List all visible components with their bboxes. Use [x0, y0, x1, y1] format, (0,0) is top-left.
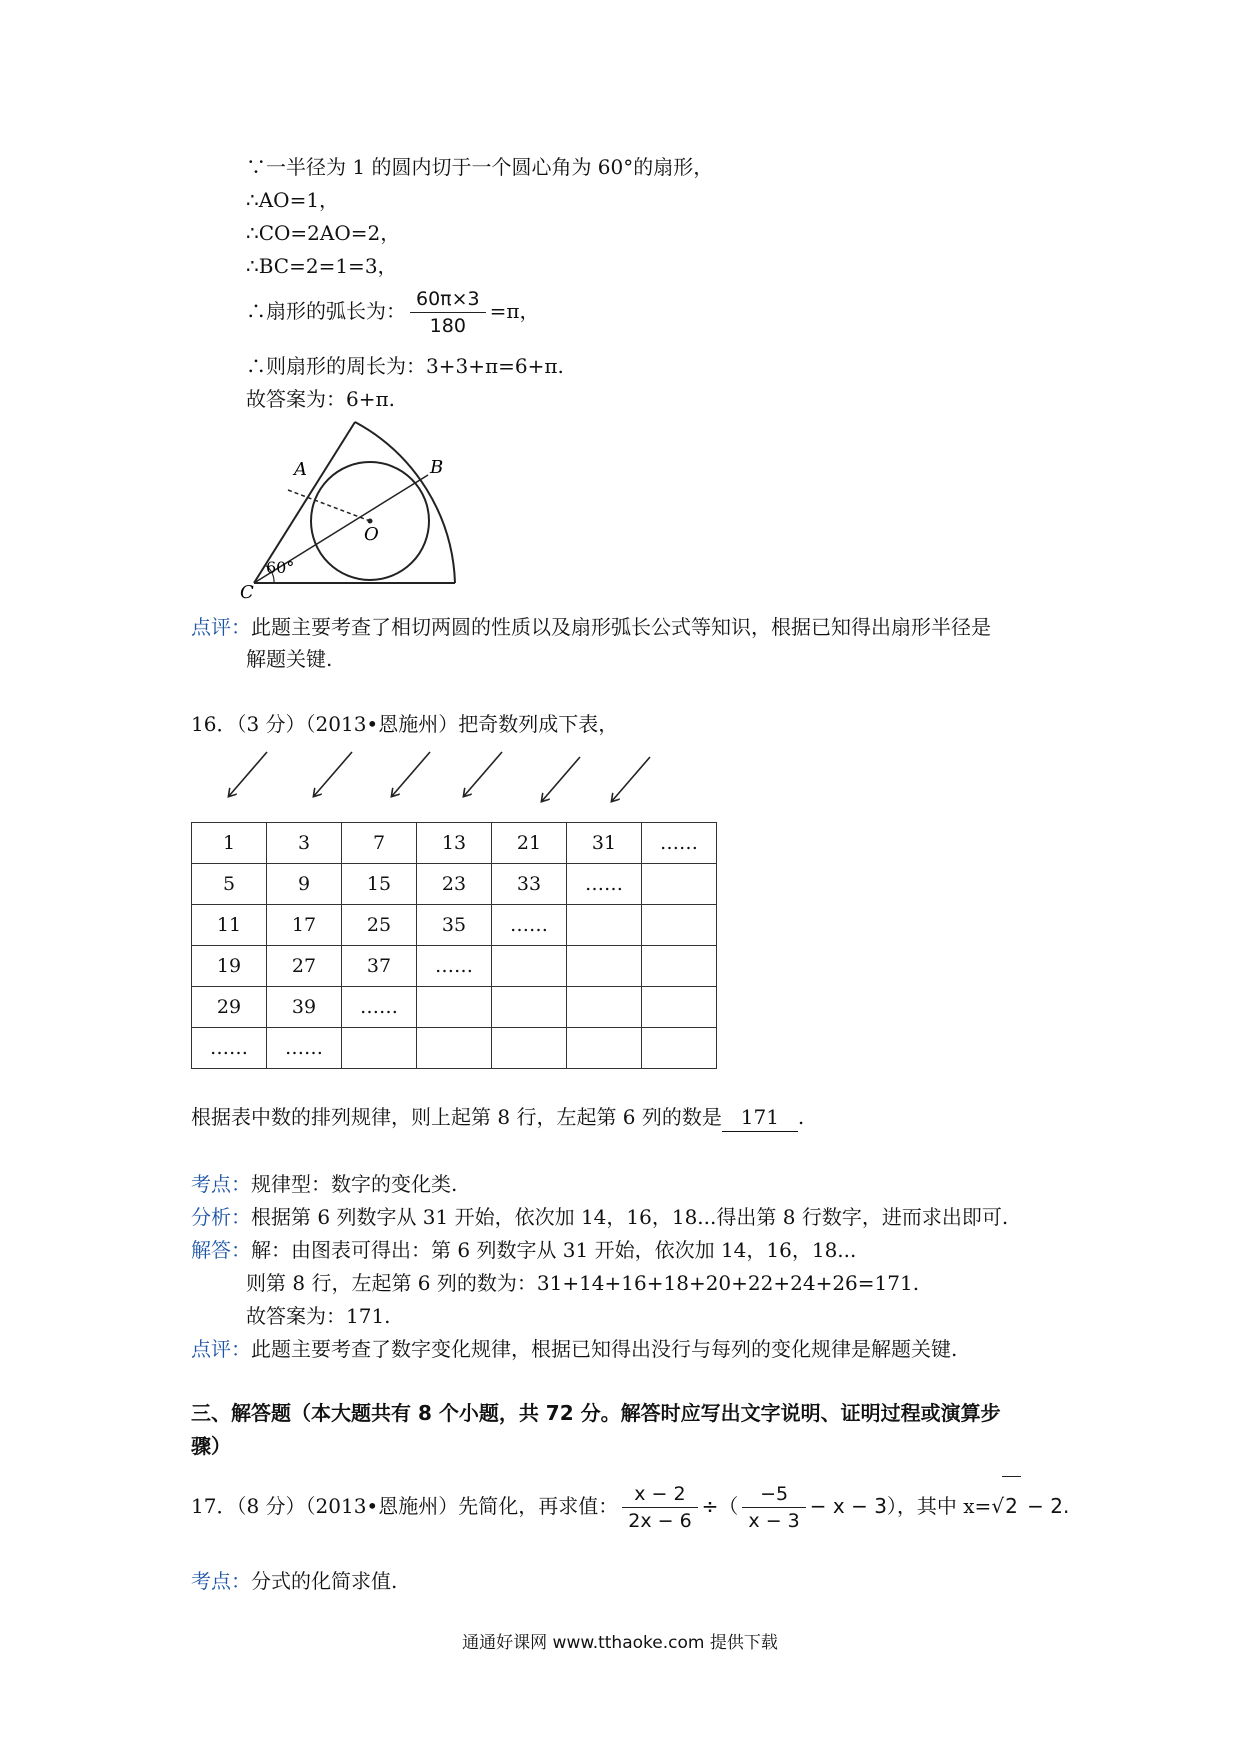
fraction-numerator: x − 2	[622, 1481, 697, 1508]
table-cell: 17	[267, 905, 342, 946]
fenxi-tag: 分析：	[191, 1205, 251, 1229]
table-cell: 1	[192, 823, 267, 864]
label-c: C	[240, 582, 254, 600]
table-cell: 37	[342, 946, 417, 987]
q17-minus-2: − 2.	[1020, 1494, 1070, 1518]
table-cell: ……	[192, 1028, 267, 1069]
solution-line-4: ∴BC=2=1=3，	[246, 254, 398, 278]
arrow-3	[392, 752, 430, 796]
table-cell: 13	[417, 823, 492, 864]
odd-number-table	[191, 822, 717, 1069]
dianping-tag: 点评：	[191, 1337, 251, 1361]
left-paren: （	[718, 1494, 739, 1518]
table-cell	[567, 987, 642, 1028]
kaodian-tag: 考点：	[191, 1569, 251, 1593]
solution-line-7: 故答案为：6+π.	[246, 387, 395, 411]
jieda-line-2: 则第 8 行，左起第 6 列的数为：31+14+16+18+20+22+24+26=171.	[246, 1271, 920, 1295]
q17-line	[191, 1476, 1069, 1535]
table-row	[192, 905, 717, 946]
arc-length-prefix: ∴扇形的弧长为：	[246, 299, 406, 323]
table-cell: 33	[492, 864, 567, 905]
q17-tail: − x − 3）	[809, 1494, 897, 1518]
table-row	[192, 823, 717, 864]
table-cell: 25	[342, 905, 417, 946]
jieda-line-3: 故答案为：171.	[246, 1304, 391, 1328]
section-title-line-1: 三、解答题（本大题共有 8 个小题，共 72 分。解答时应写出文字说明、证明过程或演算步	[191, 1401, 1001, 1425]
center-point	[368, 519, 373, 524]
arrow-1	[229, 752, 267, 796]
table-cell: 35	[417, 905, 492, 946]
kaodian-text: 规律型：数字的变化类.	[251, 1172, 458, 1196]
table-cell: ……	[492, 905, 567, 946]
arrow-6	[612, 757, 650, 801]
radius-ao-dashed	[288, 490, 370, 521]
fraction-denominator: x − 3	[748, 1510, 800, 1532]
table-row	[192, 864, 717, 905]
table-cell	[567, 946, 642, 987]
dianping-text: 此题主要考查了相切两圆的性质以及扇形弧长公式等知识，根据已知得出扇形半径是	[251, 615, 991, 639]
table-cell	[342, 1028, 417, 1069]
fraction-numerator: 60π×3	[410, 286, 486, 313]
section-title-line-2: 骤）	[191, 1434, 231, 1458]
table-cell: ……	[267, 1028, 342, 1069]
table-cell	[642, 946, 717, 987]
table-cell: ……	[642, 823, 717, 864]
fenxi-text: 根据第 6 列数字从 31 开始，依次加 14，16，18...得出第 8 行数字，进而求出即可.	[251, 1205, 1009, 1229]
kaodian-tag: 考点：	[191, 1172, 251, 1196]
table-cell	[642, 864, 717, 905]
fraction-denominator: 180	[429, 315, 466, 337]
table-cell	[642, 987, 717, 1028]
table-cell: 19	[192, 946, 267, 987]
q16-title: 16．（3 分）（2013•恩施州）把奇数列成下表，	[191, 712, 619, 736]
sector-circle-figure	[240, 415, 470, 600]
page-footer: 通通好课网 www.tthaoke.com 提供下载	[462, 1633, 778, 1653]
table-cell	[492, 946, 567, 987]
solution-line-5	[246, 286, 540, 339]
table-cell	[642, 1028, 717, 1069]
table-row	[192, 1028, 717, 1069]
angle-label: 60°	[266, 558, 295, 577]
table-cell	[567, 905, 642, 946]
table-cell	[417, 987, 492, 1028]
solution-line-1: ∵一半径为 1 的圆内切于一个圆心角为 60°的扇形，	[246, 155, 714, 179]
fraction-denominator: 2x − 6	[628, 1510, 692, 1532]
arc-length-fraction	[410, 286, 486, 339]
dianping-text: 此题主要考查了数字变化规律，根据已知得出没行与每列的变化规律是解题关键.	[251, 1337, 958, 1361]
jieda-text: 解：由图表可得出：第 6 列数字从 31 开始，依次加 14，16，18...	[251, 1238, 857, 1262]
kaodian-line	[191, 1170, 457, 1198]
q17-fraction-2	[742, 1481, 805, 1534]
label-a: A	[294, 459, 307, 480]
table-cell: 21	[492, 823, 567, 864]
table-cell	[642, 905, 717, 946]
table-cell: 7	[342, 823, 417, 864]
comment15-line-2: 解题关键.	[246, 647, 333, 671]
jieda-tag: 解答：	[191, 1238, 251, 1262]
dianping-tag: 点评：	[191, 615, 251, 639]
label-b: B	[430, 457, 444, 478]
table-cell: 29	[192, 987, 267, 1028]
table-cell: ……	[567, 864, 642, 905]
table-cell: 11	[192, 905, 267, 946]
q17-where: ，其中 x=	[896, 1494, 992, 1518]
q17-kaodian-line	[191, 1567, 397, 1595]
sector-arc	[355, 422, 455, 583]
q16-question-text: 根据表中数的排列规律，则上起第 8 行，左起第 6 列的数是	[191, 1105, 722, 1129]
fenxi-line	[191, 1203, 1008, 1231]
divide-sign: ÷	[701, 1494, 719, 1518]
solution-line-3: ∴CO=2AO=2，	[246, 221, 401, 245]
arrow-4	[464, 752, 502, 796]
table-cell: 15	[342, 864, 417, 905]
q16-answer: 171	[722, 1103, 798, 1132]
table-cell: 3	[267, 823, 342, 864]
q16-question	[191, 1103, 804, 1132]
table-cell: 9	[267, 864, 342, 905]
comment15-line-1	[191, 613, 991, 641]
q17-fraction-1	[622, 1481, 697, 1534]
table-cell: 39	[267, 987, 342, 1028]
label-o: O	[364, 524, 379, 545]
table-cell: 5	[192, 864, 267, 905]
kaodian-text: 分式的化简求值.	[251, 1569, 398, 1593]
table-cell	[492, 987, 567, 1028]
table-cell	[567, 1028, 642, 1069]
table-row	[192, 987, 717, 1028]
q17-prefix: 17．（8 分）（2013•恩施州）先简化，再求值：	[191, 1494, 619, 1518]
table-cell	[492, 1028, 567, 1069]
solution-line-2: ∴AO=1，	[246, 188, 340, 212]
table-cell	[417, 1028, 492, 1069]
table-cell: 27	[267, 946, 342, 987]
table-cell: 23	[417, 864, 492, 905]
arc-length-suffix: =π，	[489, 299, 540, 323]
table-cell: ……	[417, 946, 492, 987]
sqrt-sign: √	[991, 1494, 1005, 1518]
dianping-line	[191, 1335, 957, 1363]
arrow-5	[542, 757, 580, 801]
table-cell: ……	[342, 987, 417, 1028]
jieda-line-1	[191, 1236, 856, 1264]
q16-question-suffix: .	[797, 1105, 805, 1129]
sqrt-value: 2	[1002, 1476, 1021, 1535]
diagonal-arrows	[191, 748, 671, 806]
fraction-numerator: −5	[742, 1481, 805, 1508]
arrow-2	[314, 752, 352, 796]
table-row	[192, 946, 717, 987]
table-cell: 31	[567, 823, 642, 864]
solution-line-6: ∴则扇形的周长为：3+3+π=6+π.	[246, 354, 564, 378]
